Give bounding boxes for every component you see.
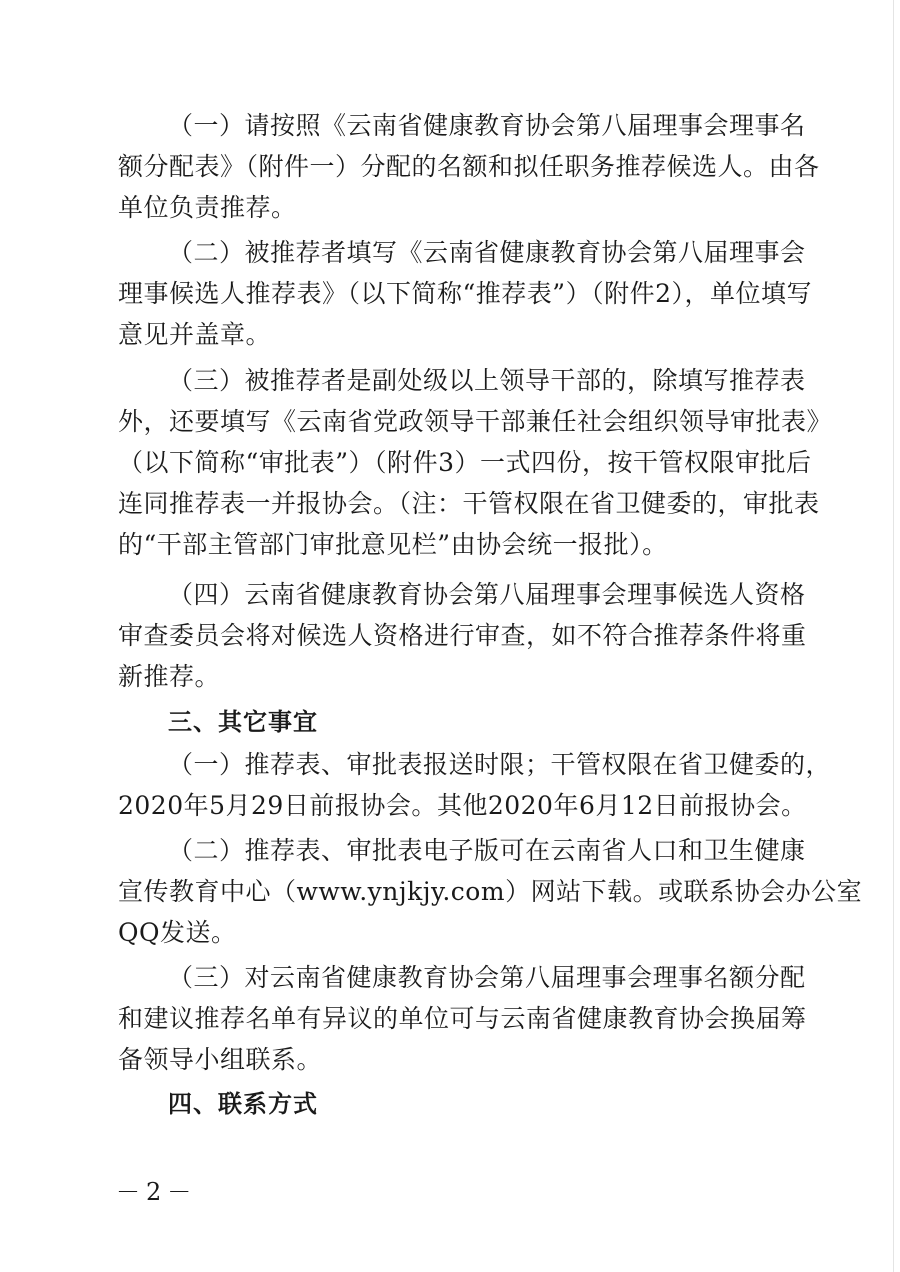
text-line: 审查委员会将对候选人资格进行审查，如不符合推荐条件将重 (118, 621, 807, 650)
paragraph-quota-allocation (118, 105, 820, 228)
page-number: －2－ (116, 1178, 198, 1206)
text-line: （一）推荐表、审批表报送时限；干管权限在省卫健委的， (168, 750, 832, 779)
paragraph-submission-deadline (118, 744, 832, 826)
section-heading-other-matters: 三、其它事宜 (168, 708, 318, 736)
text-line: 额分配表》（附件一）分配的名额和拟任职务推荐候选人。由各 (118, 152, 820, 181)
text-line: 理事候选人推荐表》（以下简称“推荐表”）（附件2），单位填写 (118, 279, 812, 308)
paragraph-qualification-review (118, 574, 807, 697)
paragraph-recommendation-form (118, 232, 812, 355)
text-line: （以下简称“审批表”）（附件3）一式四份，按干管权限审批后 (118, 448, 812, 477)
text-line: 外，还要填写《云南省党政领导干部兼任社会组织领导审批表》 (118, 407, 833, 436)
text-line: 单位负责推荐。 (118, 193, 297, 222)
text-line: （三）对云南省健康教育协会第八届理事会理事名额分配 (168, 963, 806, 992)
text-line: 的“干部主管部门审批意见栏”由协会统一报批）。 (118, 530, 668, 559)
scan-edge-divider (893, 0, 894, 1272)
text-line: （一）请按照《云南省健康教育协会第八届理事会理事名 (168, 111, 806, 140)
text-line: 和建议推荐名单有异议的单位可与云南省健康教育协会换届筹 (118, 1004, 807, 1033)
text-line: 2020年5月29日前报协会。其他2020年6月12日前报协会。 (118, 791, 807, 820)
text-line: QQ发送。 (118, 918, 237, 947)
text-line: （二）被推荐者填写《云南省健康教育协会第八届理事会 (168, 238, 806, 267)
text-line: 备领导小组联系。 (118, 1045, 323, 1074)
text-line: （三）被推荐者是副处级以上领导干部的，除填写推荐表 (168, 366, 806, 395)
text-line: 意见并盖章。 (118, 320, 272, 349)
text-line: 连同推荐表一并报协会。（注：干管权限在省卫健委的，审批表 (118, 489, 820, 518)
text-line: 新推荐。 (118, 662, 221, 691)
section-heading-contact: 四、联系方式 (168, 1090, 318, 1118)
text-line: 宣传教育中心（www.ynjkjy.com）网站下载。或联系协会办公室 (118, 877, 863, 906)
paragraph-objection-contact (118, 957, 807, 1080)
text-line: （四）云南省健康教育协会第八届理事会理事候选人资格 (168, 580, 806, 609)
paragraph-electronic-download (118, 830, 863, 953)
text-line: （二）推荐表、审批表电子版可在云南省人口和卫生健康 (168, 836, 806, 865)
paragraph-approval-form (118, 360, 833, 565)
